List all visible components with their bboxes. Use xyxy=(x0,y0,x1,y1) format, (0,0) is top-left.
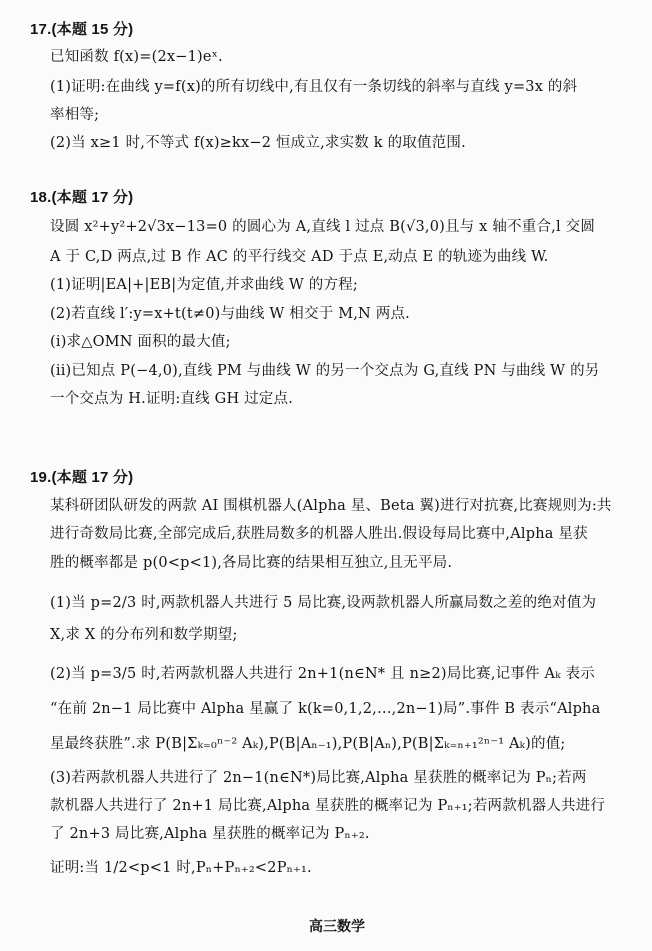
q19-line-7: “在前 2n−1 局比赛中 Alpha 星赢了 k(k=0,1,2,…,2n−1)局”.事件 B 表示“Alpha xyxy=(50,701,601,717)
q19-line-11: 了 2n+3 局比赛,Alpha 星获胜的概率记为 Pₙ₊₂. xyxy=(50,826,370,842)
q19-line-4: (1)当 p=2/3 时,两款机器人共进行 5 局比赛,设两款机器人所赢局数之差的绝对值为 xyxy=(50,595,597,611)
q18-line-2: A 于 C,D 两点,过 B 作 AC 的平行线交 AD 于点 E,动点 E 的轨迹为曲线 W. xyxy=(50,249,549,265)
q18-line-3: (1)证明|EA|+|EB|为定值,并求曲线 W 的方程; xyxy=(50,277,358,293)
q18-line-7: 一个交点为 H.证明:直线 GH 过定点. xyxy=(50,391,294,407)
footer-subject: 高三数学 xyxy=(309,918,365,934)
q19-line-1: 某科研团队研发的两款 AI 围棋机器人(Alpha 星、Beta 翼)进行对抗赛,比赛规则为:共 xyxy=(50,498,612,514)
q19-header: 19.(本题 17 分) xyxy=(30,469,134,486)
q19-line-10: 款机器人共进行了 2n+1 局比赛,Alpha 星获胜的概率记为 Pₙ₊₁;若两款机器人共进行 xyxy=(50,798,606,814)
q18-header: 18.(本题 17 分) xyxy=(30,189,134,206)
q18-line-1: 设圆 x²+y²+2√3x−13=0 的圆心为 A,直线 l 过点 B(√3,0)且与 x 轴不重合,l 交圆 xyxy=(50,219,596,235)
q17-line-4: (2)当 x≥1 时,不等式 f(x)≥kx−2 恒成立,求实数 k 的取值范围. xyxy=(50,135,466,151)
q17-line-3: 率相等; xyxy=(50,107,100,123)
q18-line-5: (i)求△OMN 面积的最大值; xyxy=(50,334,231,350)
q19-line-3: 胜的概率都是 p(0<p<1),各局比赛的结果相互独立,且无平局. xyxy=(50,555,453,571)
page-footer xyxy=(0,916,652,936)
q19-line-2: 进行奇数局比赛,全部完成后,获胜局数多的机器人胜出.假设每局比赛中,Alpha 星获 xyxy=(50,526,588,542)
q19-line-9: (3)若两款机器人共进行了 2n−1(n∈N*)局比赛,Alpha 星获胜的概率记为 Pₙ;若两 xyxy=(50,770,587,786)
q19-line-8: 星最终获胜”.求 P(B|Σₖ₌₀ⁿ⁻² Aₖ),P(B|Aₙ₋₁),P(B|Aₙ),P(B|Σₖ₌ₙ₊₁²ⁿ⁻¹ Aₖ)的值; xyxy=(50,736,566,752)
q18-line-4: (2)若直线 l′:y=x+t(t≠0)与曲线 W 相交于 M,N 两点. xyxy=(50,306,410,322)
q17-line-2: (1)证明:在曲线 y=f(x)的所有切线中,有且仅有一条切线的斜率与直线 y=3x 的斜 xyxy=(50,79,578,95)
q19-line-5: X,求 X 的分布列和数学期望; xyxy=(50,627,238,643)
q18-line-6: (ii)已知点 P(−4,0),直线 PM 与曲线 W 的另一个交点为 G,直线 PN 与曲线 W 的另 xyxy=(50,363,600,379)
q17-header: 17.(本题 15 分) xyxy=(30,21,134,38)
q19-line-12: 证明:当 1/2<p<1 时,Pₙ+Pₙ₊₂<2Pₙ₊₁. xyxy=(50,860,312,876)
q19-line-6: (2)当 p=3/5 时,若两款机器人共进行 2n+1(n∈N* 且 n≥2)局比赛,记事件 Aₖ 表示 xyxy=(50,666,595,682)
q17-line-1: 已知函数 f(x)=(2x−1)eˣ. xyxy=(50,49,223,65)
